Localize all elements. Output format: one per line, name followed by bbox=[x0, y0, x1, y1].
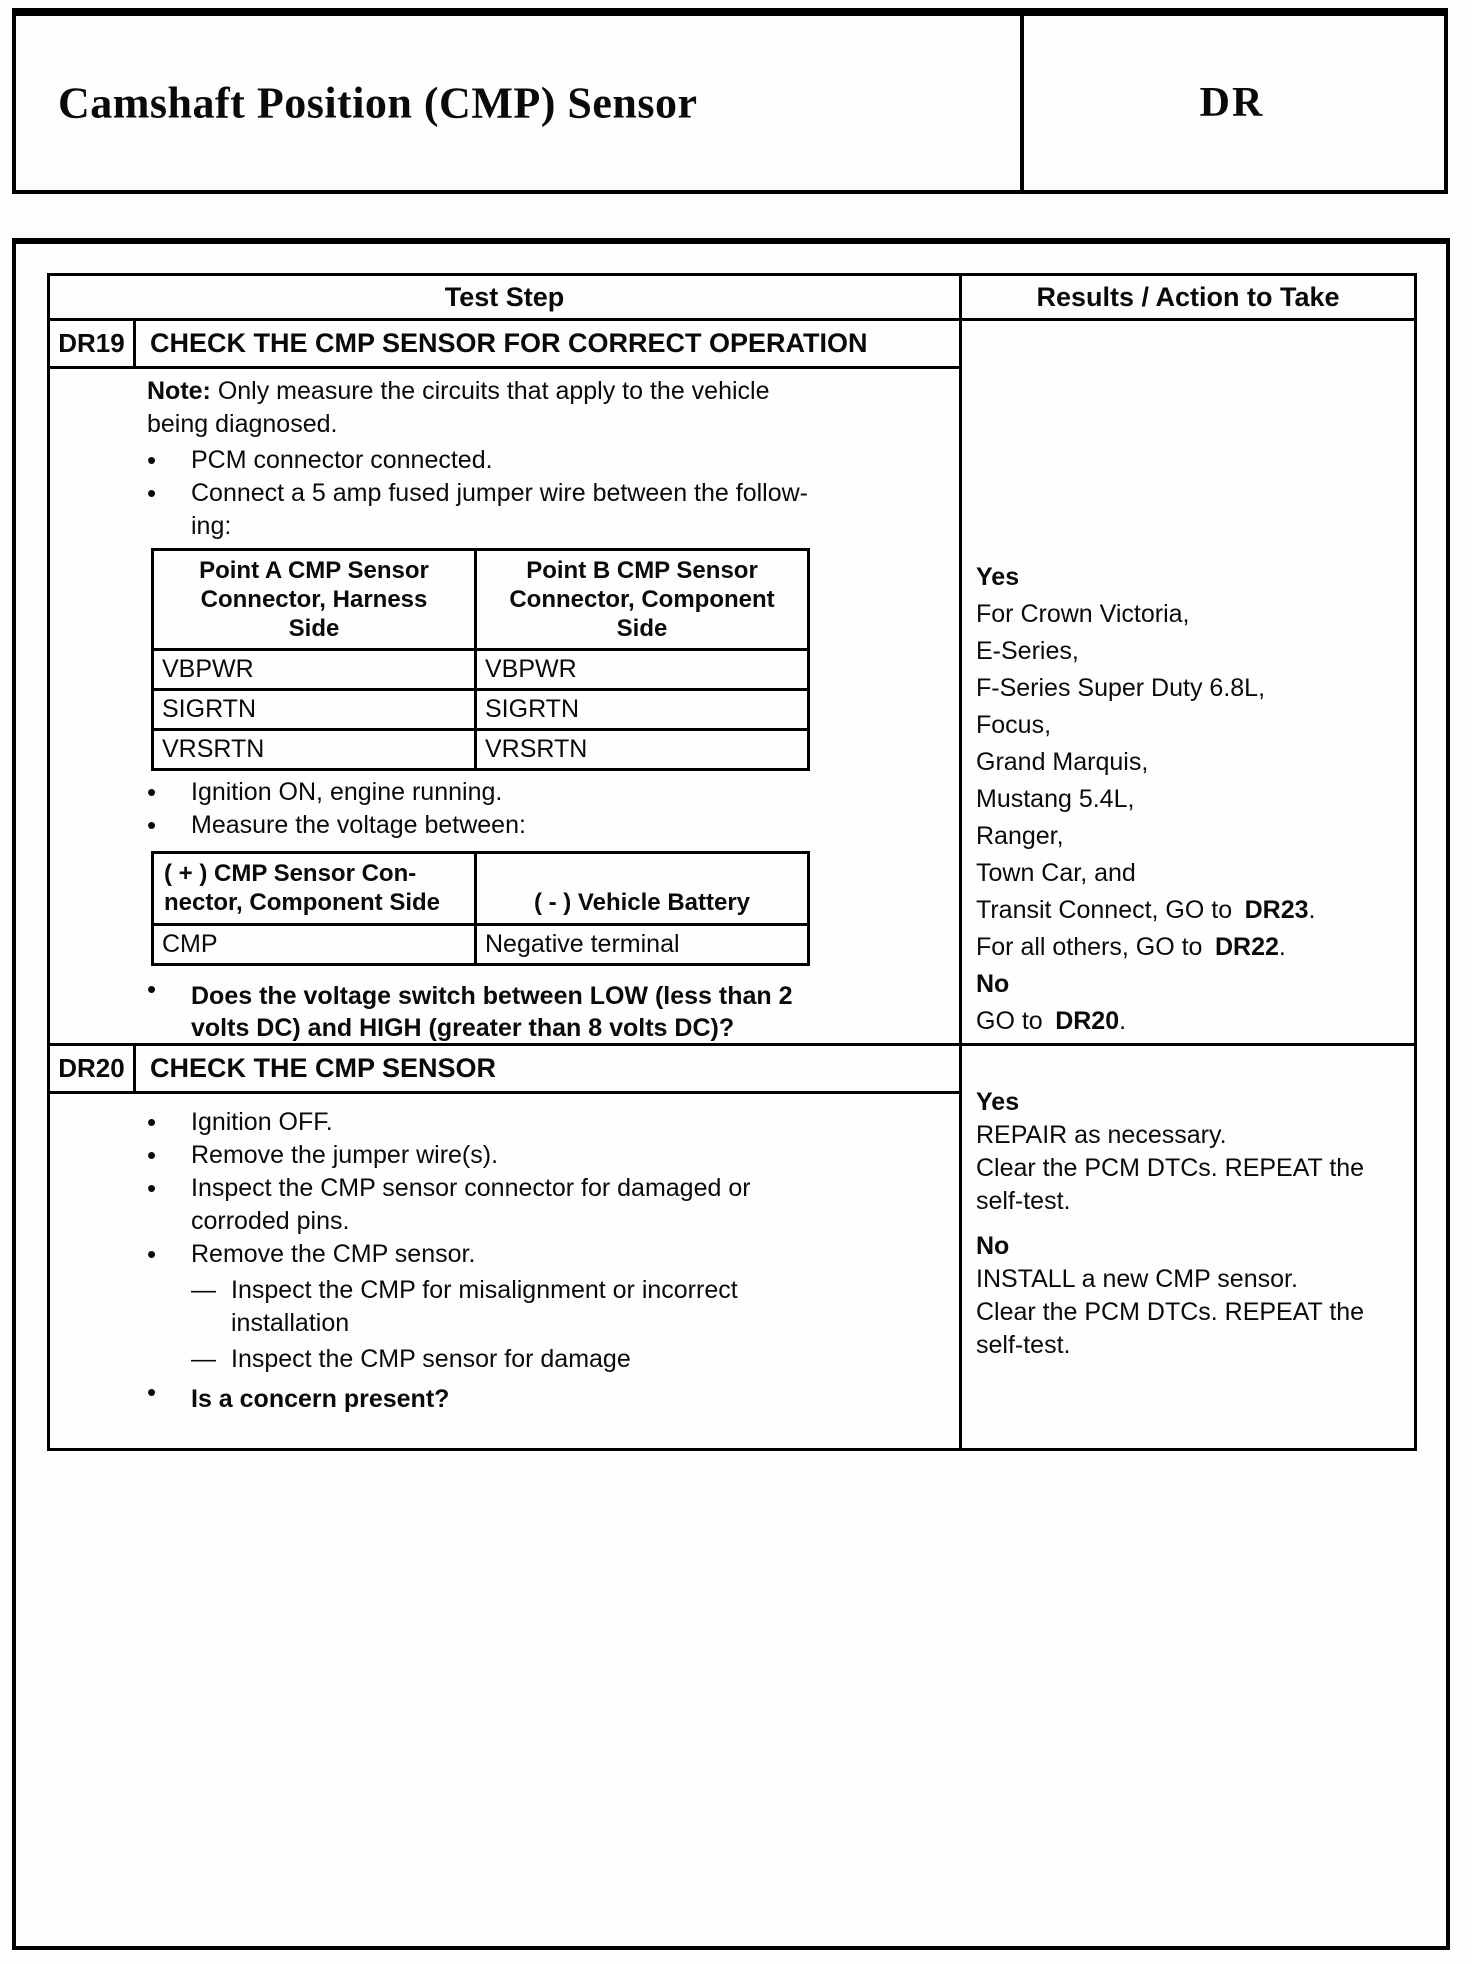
bullet-icon: • bbox=[147, 1239, 157, 1269]
section-code: DR bbox=[1199, 80, 1265, 126]
bullet-icon: • bbox=[147, 777, 157, 807]
bullet-icon: • bbox=[147, 478, 157, 508]
text-line: Is a concern present? bbox=[191, 1385, 450, 1413]
text-line: Does the voltage switch between LOW (less than 2 bbox=[191, 982, 793, 1010]
results-text: DR20 bbox=[1055, 1007, 1120, 1035]
header-line: Connector, Component bbox=[509, 586, 775, 613]
text-line: PCM connector connected. bbox=[191, 446, 493, 474]
text-line: Inspect the CMP sensor connector for damaged or bbox=[191, 1174, 751, 1202]
results-line bbox=[976, 855, 1406, 892]
text-line: Inspect the CMP sensor for damage bbox=[231, 1345, 631, 1373]
table-column-header bbox=[153, 853, 476, 925]
note-paragraph bbox=[147, 375, 962, 441]
bullet-item bbox=[147, 444, 962, 477]
table-header-row bbox=[153, 853, 809, 925]
bullet-icon: • bbox=[147, 445, 157, 475]
results-text: Focus, bbox=[976, 711, 1052, 739]
results-text: Yes bbox=[976, 563, 1020, 591]
results-text: Transit Connect, GO to bbox=[976, 896, 1245, 924]
results-text: . bbox=[1119, 1007, 1127, 1035]
results-text: For all others, GO to bbox=[976, 933, 1215, 961]
bullet-text bbox=[191, 776, 962, 809]
results-text: E-Series, bbox=[976, 637, 1079, 665]
table-header-row bbox=[153, 550, 809, 650]
step-title-dr20: CHECK THE CMP SENSOR bbox=[150, 1053, 497, 1083]
results-text: Clear the PCM DTCs. REPEAT the self-test. bbox=[976, 1298, 1365, 1359]
dash-icon: — bbox=[191, 1276, 216, 1304]
results-text: DR23 bbox=[1244, 896, 1309, 924]
diagnostic-table bbox=[47, 273, 1417, 1451]
note-label: Note: bbox=[147, 377, 211, 405]
page-header-box bbox=[12, 8, 1448, 194]
bullet-icon: • bbox=[147, 1173, 157, 1203]
table-cell: VRSRTN bbox=[476, 730, 809, 770]
results-line bbox=[976, 781, 1406, 818]
results-line bbox=[976, 707, 1406, 744]
header-line: Side bbox=[616, 615, 668, 642]
voltage-measure-table bbox=[151, 851, 810, 966]
text-line: installation bbox=[231, 1309, 350, 1337]
results-line bbox=[976, 892, 1406, 929]
text-line: volts DC) and HIGH (greater than 8 volts DC)? bbox=[191, 1014, 735, 1042]
bullet-text bbox=[231, 1274, 962, 1340]
results-line bbox=[976, 670, 1406, 707]
text-line: Ignition ON, engine running. bbox=[191, 778, 503, 806]
table-cell: SIGRTN bbox=[153, 690, 476, 730]
bullet-item bbox=[147, 1238, 962, 1271]
results-text: Mustang 5.4L, bbox=[976, 785, 1135, 813]
bullet-text bbox=[191, 1383, 962, 1415]
results-text: . bbox=[1278, 933, 1286, 961]
table-row bbox=[153, 730, 809, 770]
bullet-item bbox=[147, 776, 962, 809]
table-row bbox=[153, 690, 809, 730]
results-text: No bbox=[976, 970, 1010, 998]
table-cell: VBPWR bbox=[476, 650, 809, 690]
results-text: GO to bbox=[976, 1007, 1056, 1035]
column-header-test-step: Test Step bbox=[444, 281, 565, 312]
results-line bbox=[976, 1296, 1406, 1362]
results-line bbox=[976, 1119, 1406, 1152]
header-line: ( + ) CMP Sensor Con- bbox=[164, 860, 417, 887]
results-text: Yes bbox=[976, 1088, 1020, 1116]
text-line: Inspect the CMP for misalignment or incorrect bbox=[231, 1276, 738, 1304]
step-id-dr19: DR19 bbox=[58, 328, 125, 358]
bullet-icon: • bbox=[147, 810, 157, 840]
step-id-dr20: DR20 bbox=[58, 1053, 125, 1083]
results-text: Town Car, and bbox=[976, 859, 1136, 887]
results-text: REPAIR as necessary. bbox=[976, 1121, 1227, 1149]
results-text: Grand Marquis, bbox=[976, 748, 1149, 776]
results-text: Clear the PCM DTCs. REPEAT the self-test. bbox=[976, 1154, 1365, 1215]
text-line: Remove the jumper wire(s). bbox=[191, 1141, 499, 1169]
bullet-icon: • bbox=[147, 974, 157, 1004]
header-line: Side bbox=[288, 615, 340, 642]
bullet-icon: • bbox=[147, 1107, 157, 1137]
results-text: For Crown Victoria, bbox=[976, 600, 1190, 628]
results-line bbox=[976, 596, 1406, 633]
bullet-text bbox=[191, 1139, 962, 1172]
table-cell: Negative terminal bbox=[476, 925, 809, 965]
bullet-text bbox=[191, 444, 962, 477]
results-line bbox=[976, 966, 1406, 1003]
header-line: ( - ) Vehicle Battery bbox=[533, 889, 751, 916]
header-line: Connector, Harness bbox=[200, 586, 428, 613]
results-cell-dr19 bbox=[962, 321, 1414, 1043]
table-cell: CMP bbox=[153, 925, 476, 965]
dash-item bbox=[191, 1274, 962, 1340]
note-line: being diagnosed. bbox=[147, 410, 338, 438]
table-column-header bbox=[476, 550, 809, 650]
results-line bbox=[976, 633, 1406, 670]
results-text: Ranger, bbox=[976, 822, 1064, 850]
bullet-item bbox=[147, 477, 962, 543]
table-cell: VRSRTN bbox=[153, 730, 476, 770]
bullet-text bbox=[191, 980, 962, 1044]
bullet-item bbox=[147, 1139, 962, 1172]
results-line bbox=[976, 1086, 1406, 1119]
results-line bbox=[976, 929, 1406, 966]
text-line: Measure the voltage between: bbox=[191, 811, 526, 839]
header-line: nector, Component Side bbox=[164, 889, 441, 916]
test-step-cell-dr20 bbox=[50, 1094, 962, 1448]
bullet-text bbox=[231, 1343, 962, 1376]
table-cell: SIGRTN bbox=[476, 690, 809, 730]
page-title: Camshaft Position (CMP) Sensor bbox=[58, 78, 698, 128]
dash-item bbox=[191, 1343, 962, 1376]
text-line: corroded pins. bbox=[191, 1207, 350, 1235]
results-line bbox=[976, 1230, 1406, 1263]
results-text: . bbox=[1308, 896, 1316, 924]
jumper-connection-table bbox=[151, 548, 810, 771]
note-line: Note: Only measure the circuits that apply to the vehicle bbox=[147, 377, 770, 405]
table-column-header bbox=[476, 853, 809, 925]
text-line: Remove the CMP sensor. bbox=[191, 1240, 476, 1268]
results-text: INSTALL a new CMP sensor. bbox=[976, 1265, 1298, 1293]
bullet-item bbox=[147, 1376, 962, 1415]
results-line bbox=[976, 744, 1406, 781]
bullet-text bbox=[191, 477, 962, 543]
results-line bbox=[976, 818, 1406, 855]
bullet-icon: • bbox=[147, 1140, 157, 1170]
bullet-text bbox=[191, 1106, 962, 1139]
table-row bbox=[153, 650, 809, 690]
text-line: Connect a 5 amp fused jumper wire between the follow- bbox=[191, 479, 808, 507]
results-line bbox=[976, 1152, 1406, 1218]
table-column-header bbox=[153, 550, 476, 650]
bullet-text bbox=[191, 809, 962, 842]
text-line: ing: bbox=[191, 512, 232, 540]
test-step-cell-dr19 bbox=[50, 369, 962, 1043]
bullet-text bbox=[191, 1238, 962, 1271]
results-cell-dr20 bbox=[962, 1046, 1414, 1448]
results-line bbox=[976, 1003, 1406, 1040]
bullet-icon: • bbox=[147, 1377, 157, 1407]
results-text: No bbox=[976, 1232, 1010, 1260]
results-line bbox=[976, 1263, 1406, 1296]
text-line: Ignition OFF. bbox=[191, 1108, 333, 1136]
table-cell: VBPWR bbox=[153, 650, 476, 690]
header-line: Point B CMP Sensor bbox=[526, 557, 758, 584]
column-header-results: Results / Action to Take bbox=[1036, 281, 1340, 312]
bullet-item bbox=[147, 1106, 962, 1139]
results-text: F-Series Super Duty 6.8L, bbox=[976, 674, 1266, 702]
bullet-item bbox=[147, 1172, 962, 1238]
results-line bbox=[976, 559, 1406, 596]
results-text: DR22 bbox=[1214, 933, 1279, 961]
header-line: Point A CMP Sensor bbox=[199, 557, 429, 584]
table-row bbox=[153, 925, 809, 965]
bullet-text bbox=[191, 1172, 962, 1238]
step-title-dr19: CHECK THE CMP SENSOR FOR CORRECT OPERATION bbox=[150, 328, 868, 358]
bullet-item bbox=[147, 809, 962, 842]
bullet-item bbox=[147, 973, 962, 1044]
dash-icon: — bbox=[191, 1345, 216, 1373]
